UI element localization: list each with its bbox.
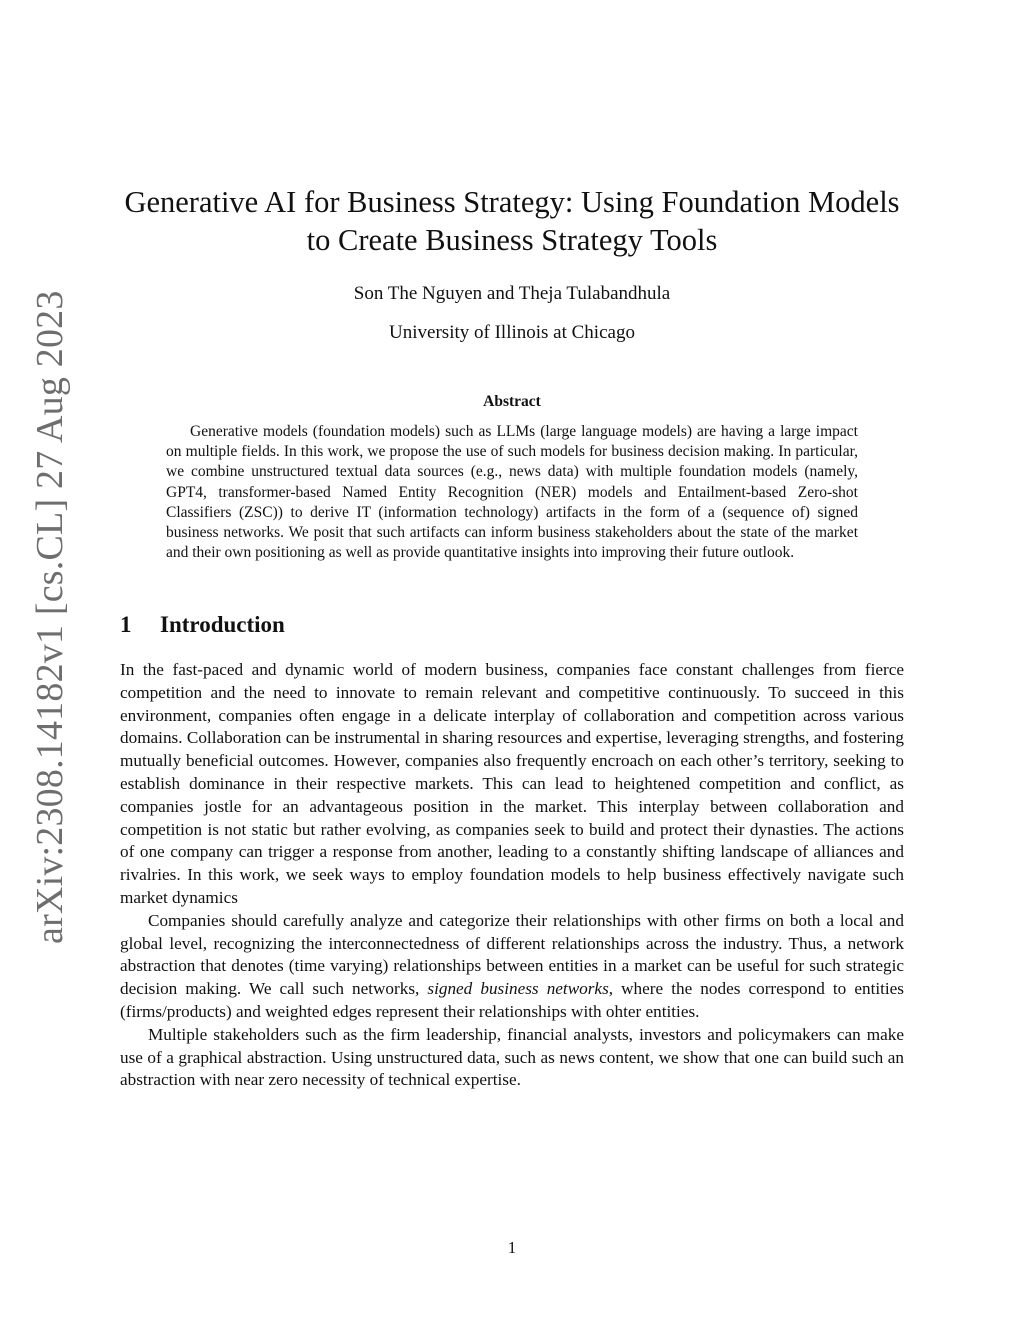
- abstract-body: Generative models (foundation models) such as LLMs (large language models) are having a large impact on multiple fields. In this work, we propose the use of such models for business decision making. In particular, we combine unstructured textual data sources (e.g., news data) with multiple foundation models (namely, GPT4, transformer-based Named Entity Recognition (NER) models and Entailment-based Zero-shot Classifiers (ZSC)) to derive IT (information technology) artifacts in the form of a (sequence of) signed business networks. We posit that such artifacts can inform business stakeholders about the state of the market and their own positioning as well as provide quantitative insights into improving their future outlook.: [166, 423, 858, 562]
- paper-authors: Son The Nguyen and Theja Tulabandhula: [353, 283, 671, 304]
- author-affiliation: University of Illinois at Chicago: [389, 322, 635, 343]
- arxiv-identifier-stamp: arXiv:2308.14182v1 [cs.CL] 27 Aug 2023: [29, 290, 71, 944]
- section-title: Introduction: [160, 612, 285, 637]
- introduction-body: [120, 659, 904, 1092]
- paper-title: Generative AI for Business Strategy: Using Foundation Models to Create Business Strategy Tools: [124, 185, 900, 257]
- page-number: 1: [507, 1238, 517, 1257]
- paragraph-text: Companies should carefully analyze and categorize their relationships with other firms on both a local and global level, recognizing the interconnectedness of different relationships across the industry. Thus, a network abstraction that denotes (time varying) relationships between entities in a market can be useful for such strategic decision making. We call such networks,: [120, 910, 904, 999]
- section-number: 1: [120, 612, 132, 637]
- paragraph-text: , where the nodes correspond to entities (firms/products) and weighted edges represent their relationships with ohter entities.: [120, 979, 904, 1021]
- paragraph: Multiple stakeholders such as the firm leadership, financial analysts, investors and policymakers can make use of a graphical abstraction. Using unstructured data, such as news content, we show that one can build such an abstraction with near zero necessity of technical expertise.: [120, 1024, 904, 1090]
- paragraph: In the fast-paced and dynamic world of modern business, companies face constant challenges from fierce competition and the need to innovate to remain relevant and competitive continuously. To succeed in this environment, companies often engage in a delicate interplay of collaboration and competition across various domains. Collaboration can be instrumental in sharing resources and expertise, leveraging strengths, and fostering mutually beneficial outcomes. However, companies also frequently encroach on each other’s territory, seeking to establish dominance in their respective markets. This can lead to heightened competition and conflict, as companies jostle for an advantageous position in the market. This interplay between collaboration and competition is not static but rather evolving, as companies seek to build and protect their dynasties. The actions of one company can trigger a response from another, leading to a constantly shifting landscape of alliances and rivalries. In this work, we seek ways to employ foundation models to help business effectively navigate such market dynamics: [120, 660, 904, 907]
- section-heading-introduction: [120, 612, 285, 638]
- abstract-heading: Abstract: [483, 393, 541, 410]
- emphasis-term: signed business networks: [427, 979, 609, 999]
- paragraph: [120, 910, 904, 1024]
